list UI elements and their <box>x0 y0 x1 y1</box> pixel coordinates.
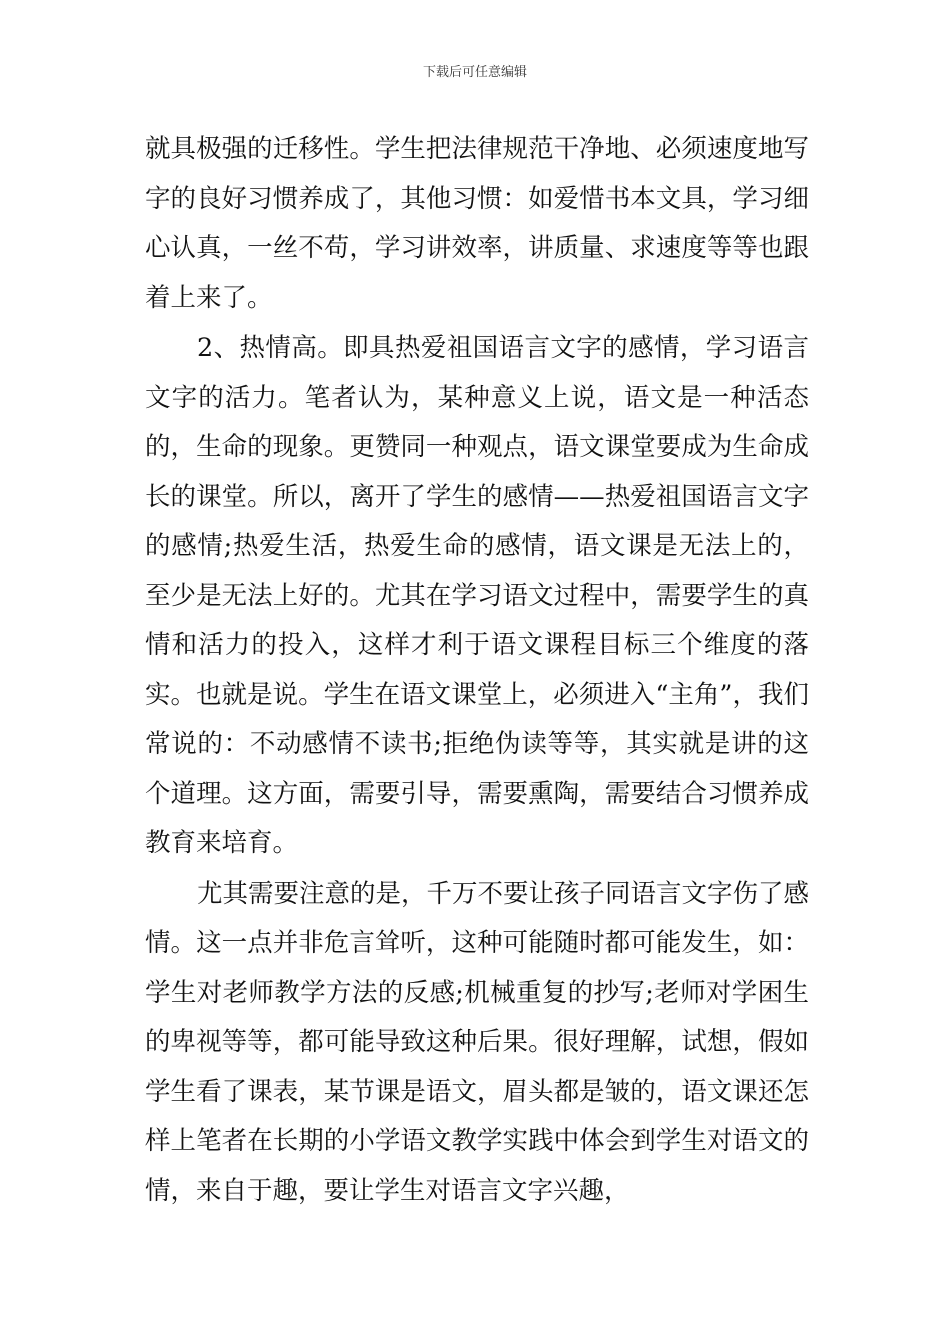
paragraph: 尤其需要注意的是，千万不要让孩子同语言文字伤了感情。这一点并非危言耸听，这种可能随时都可能发生，如：学生对老师教学方法的反感;机械重复的抄写;老师对学困生的卑视等等，都可能导致这种后果。很好理解，试想，假如学生看了课表，某节课是语文，眉头都是皱的，语文课还怎样上笔者在长期的小学语文教学实践中体会到学生对语文的情，来自于趣，要让学生对语言文字兴趣， <box>145 878 810 1206</box>
paragraph: 就具极强的迁移性。学生把法律规范干净地、必须速度地写字的良好习惯养成了，其他习惯：如爱惜书本文具，学习细心认真，一丝不苟，学习讲效率，讲质量、求速度等等也跟着上来了。 <box>145 134 809 313</box>
body-text <box>145 125 809 1216</box>
paragraph: 2、热情高。即具热爱祖国语言文字的感情，学习语言文字的活力。笔者认为，某种意义上说，语文是一种活态的，生命的现象。更赞同一种观点，语文课堂要成为生命成长的课堂。所以，离开了学生的感情——热爱祖国语言文字的感情;热爱生活，热爱生命的感情，语文课是无法上的，至少是无法上好的。尤其在学习语文过程中，需要学生的真情和活力的投入，这样才利于语文课程目标三个维度的落实。也就是说。学生在语文课堂上，必须进入“主角”，我们常说的：不动感情不读书;拒绝伪读等等，其实就是讲的这个道理。这方面，需要引导，需要熏陶，需要结合习惯养成教育来培育。 <box>145 333 809 858</box>
page-header: 下载后可任意编辑 <box>422 65 527 80</box>
